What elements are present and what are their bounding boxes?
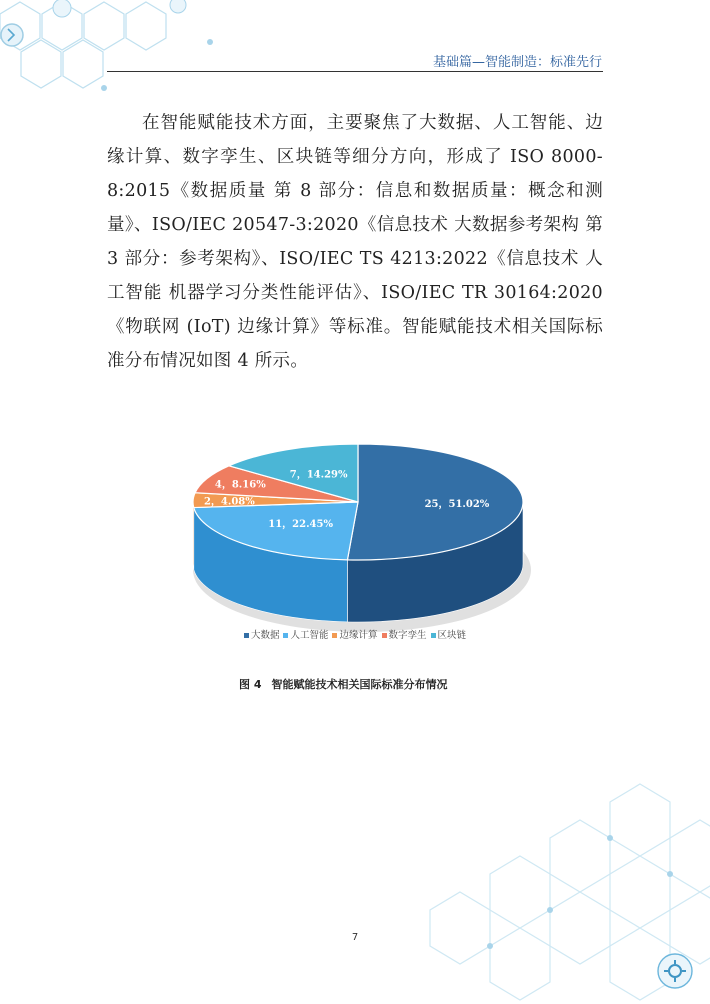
page-number: 7 <box>351 932 359 943</box>
pie-side-edge-computing <box>193 502 194 570</box>
legend-label-blockchain: 区块链 <box>437 630 467 641</box>
legend-item-digital-twin <box>382 627 427 641</box>
legend-label-edge-computing: 边缘计算 <box>339 630 378 641</box>
legend-item-big-data <box>244 627 280 641</box>
data-label-ai: 11，22.45% <box>268 518 333 530</box>
chart-legend <box>0 627 710 641</box>
data-label-big-data: 25，51.02% <box>424 499 490 511</box>
data-label-digital-twin: 4，8.16% <box>214 479 266 491</box>
legend-swatch-ai <box>283 633 288 638</box>
data-label-edge-computing: 2，4.08% <box>203 496 255 508</box>
data-label-blockchain: 7，14.29% <box>289 469 348 481</box>
legend-item-blockchain <box>431 627 467 641</box>
legend-label-digital-twin: 数字孪生 <box>388 630 427 641</box>
pie-chart <box>150 410 560 660</box>
legend-label-big-data: 大数据 <box>250 630 280 641</box>
legend-item-ai <box>283 627 328 641</box>
figure-caption <box>239 676 457 692</box>
header-divider <box>107 71 603 72</box>
figure-number: 图 4 <box>239 678 262 691</box>
page-header-title: 基础篇—智能制造：标准先行 <box>432 55 602 70</box>
hexagon-decoration-bottom-right <box>390 774 710 1004</box>
legend-swatch-digital-twin <box>382 633 387 638</box>
legend-swatch-blockchain <box>431 633 436 638</box>
legend-label-ai: 人工智能 <box>290 630 329 641</box>
figure-title: 智能赋能技术相关国际标准分布情况 <box>271 678 448 691</box>
legend-swatch-big-data <box>244 633 249 638</box>
legend-item-edge-computing <box>332 627 377 641</box>
gear-brain-icon <box>658 954 692 988</box>
legend-swatch-edge-computing <box>332 633 337 638</box>
pie-chart-svg <box>150 410 560 660</box>
body-paragraph: 在智能赋能技术方面，主要聚焦了大数据、人工智能、边缘计算、数字孪生、区块链等细分方向，形成了 ISO 8000-8:2015《数据质量 第 8 部分：信息和数据质量：概念和测量》、ISO/IEC 20547-3:2020《信息技术 大数据参考架构 第 3 部分：参考架构》、ISO/IEC TS 4213:2022《信息技术 人工智能 机器学习分类性能评估》、ISO/IEC TR 30164:2020《物联网 (IoT) 边缘计算》等标准。智能赋能技术相关国际标准分布情况如图 4 所示。 <box>107 112 603 371</box>
